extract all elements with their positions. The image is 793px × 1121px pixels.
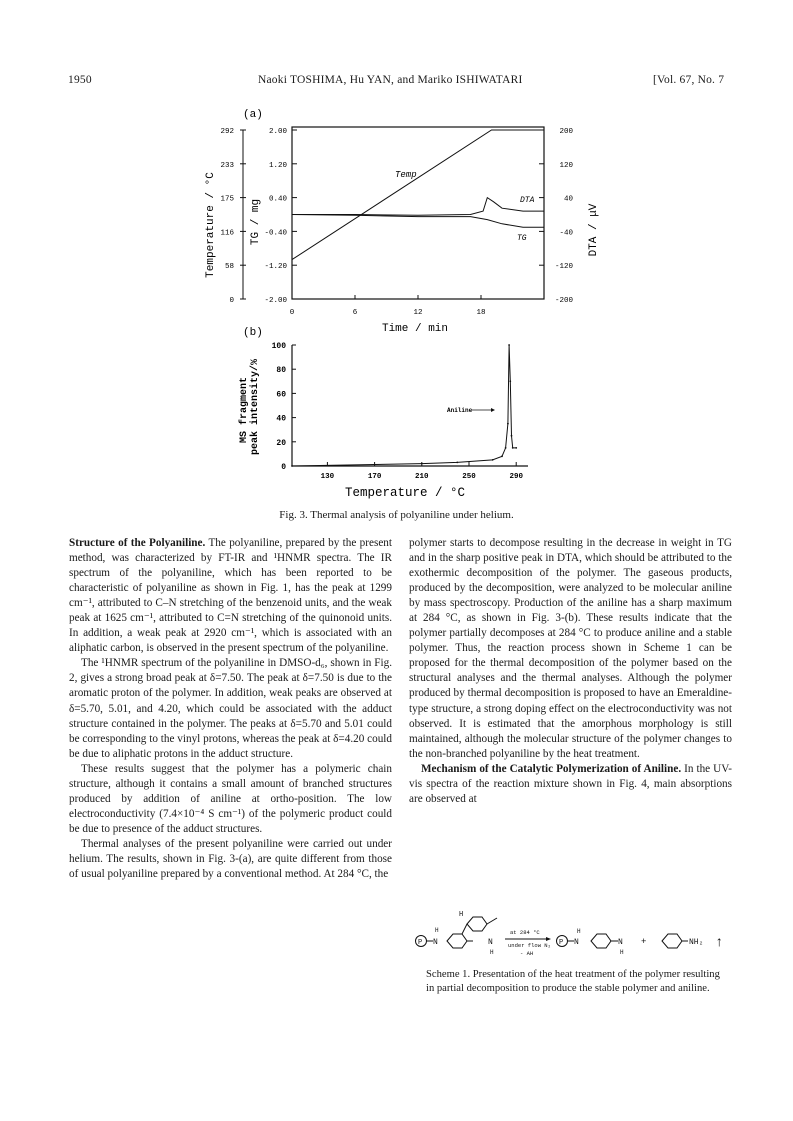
tg-tick-label: -1.20: [264, 263, 287, 272]
figure-3: [0, 0, 793, 505]
aniline-arrowhead: [491, 408, 495, 412]
aniline-point: [509, 380, 511, 382]
scheme-label: H: [620, 949, 624, 956]
dta-tick-label: 120: [559, 161, 573, 170]
tg-tick-label: -2.00: [264, 297, 287, 305]
dta-tick-label: -200: [554, 297, 573, 305]
scheme-label: ↑: [715, 935, 724, 951]
paragraph-text: In the UV-vis spectra of the reaction mixture shown in Fig. 4, main absorptions are observed at: [409, 762, 733, 805]
time-tick-label: 0: [289, 309, 295, 317]
benzene-ring-icon: [447, 934, 467, 948]
temperature-x-axis-label: Temperature / °C: [344, 486, 466, 500]
right-column: [409, 536, 732, 807]
aniline-annotation: Aniline: [447, 407, 473, 414]
temperature-tick-label: 290: [509, 473, 523, 481]
scheme-label: H: [435, 927, 439, 934]
temperature-tick-label: 170: [367, 473, 382, 481]
section-heading-mechanism: Mechanism of the Catalytic Polymerization of Aniline.: [421, 762, 682, 775]
time-tick-label: 12: [413, 309, 423, 317]
aniline-point: [456, 462, 458, 464]
scheme-label: NH₂: [689, 938, 704, 947]
scheme-label: H: [459, 911, 464, 919]
temperature-tick-label: 250: [462, 473, 476, 481]
scheme-label: P: [418, 939, 423, 947]
intensity-axis-label-line1: MS fragment: [239, 377, 250, 444]
temp-series-label: Temp: [395, 170, 417, 180]
temperature-tick-label: 130: [320, 473, 335, 481]
intensity-tick-label: 60: [276, 390, 286, 400]
dta-line: [292, 198, 544, 216]
panel-b-label: (b): [243, 327, 263, 339]
left-column: [69, 536, 392, 882]
scheme-label: H: [490, 949, 494, 956]
benzene-ring-icon: [591, 934, 611, 948]
tg-series-label: TG: [517, 234, 527, 243]
aniline-line: [292, 345, 516, 466]
aniline-point: [291, 465, 293, 467]
paragraph-decomposition: [409, 536, 732, 762]
temperature-tick-label: 58: [224, 263, 234, 272]
temperature-tick-label: 175: [220, 195, 234, 204]
intensity-tick-label: 20: [276, 438, 286, 448]
panel-b-series: [291, 344, 517, 467]
tg-tick-label: 2.00: [268, 128, 287, 136]
scheme-label: P: [559, 939, 564, 947]
intensity-axis-label: [238, 359, 261, 455]
aniline-point: [508, 344, 510, 346]
paragraph-text: These results suggest that the polymer has a polymeric chain structure, although it contains a small amount of branched structures produced by addition of aniline at ortho-position. The low electroconductivity (7.4×10⁻⁴ S cm⁻¹) of the polymeric product could be due to presence of the adduct structures.: [69, 762, 392, 835]
scheme-label: H: [577, 928, 581, 935]
bond-line: [462, 924, 467, 934]
paragraph-results: [69, 762, 392, 837]
time-tick-label: 18: [476, 309, 486, 317]
intensity-tick-label: 40: [276, 414, 286, 424]
paragraph-text: The ¹HNMR spectrum of the polyaniline in DMSO-d₆, shown in Fig. 2, gives a strong broad peak at δ=7.50. The peak at δ=7.50 is due to the aromatic proton of the polymer. In addition, weak peaks are observed at δ=5.70, 5.01, and 4.20, which could be associated with the adduct structure contained in the polymer. The peaks at δ=5.70 and 5.01 could be corresponding to the vinyl protons, whereas the peak at δ=4.20 could be due to aliphatic protons in the adduct structure.: [69, 657, 392, 760]
panel-a-label: (a): [243, 109, 263, 121]
panel-a-frame: [292, 127, 544, 299]
temperature-tick-label: 0: [229, 297, 234, 305]
aniline-point: [501, 455, 503, 457]
aniline-point: [511, 435, 513, 437]
scheme-label: under flow N₂: [508, 942, 551, 949]
branch-ring-icon: [467, 917, 487, 931]
aniline-ring-icon: [662, 934, 682, 948]
intensity-tick-label: 80: [276, 366, 286, 376]
scheme-label: - AH: [520, 950, 534, 957]
journal-volume: [Vol. 67, No. 7: [653, 74, 725, 86]
temperature-tick-label: 116: [220, 229, 234, 238]
panel-a-chart: [205, 127, 600, 335]
temperature-tick-label: 233: [220, 161, 234, 170]
intensity-tick-label: 0: [281, 463, 286, 472]
temperature-tick-label: 210: [415, 473, 429, 481]
reaction-arrowhead-icon: [546, 937, 551, 941]
intensity-tick-label: 100: [271, 342, 286, 351]
aniline-point: [512, 447, 514, 449]
scheme-1-structure: [410, 896, 740, 964]
tg-tick-label: 0.40: [268, 195, 287, 204]
temp-line: [292, 130, 544, 260]
tg-line: [292, 215, 544, 228]
bond-line: [487, 918, 497, 924]
figure-3-caption: Fig. 3. Thermal analysis of polyaniline under helium.: [279, 509, 514, 521]
dta-tick-label: -40: [559, 229, 573, 238]
scheme-label: at 284 °C: [510, 929, 540, 936]
temperature-tick-label: 292: [220, 128, 234, 136]
paragraph-text: Thermal analyses of the present polyaniline were carried out under helium. The results, shown in Fig. 3-(a), are quite different from those of usual polyaniline prepared by a conventional method. At 284 °C, the: [69, 837, 392, 881]
tg-tick-label: 1.20: [268, 161, 287, 170]
aniline-point: [505, 447, 507, 449]
dta-tick-label: -120: [554, 263, 573, 272]
paragraph-structure: [69, 536, 392, 656]
time-axis: [290, 295, 486, 317]
aniline-point: [421, 463, 423, 465]
paragraph-nmr: [69, 656, 392, 761]
time-axis-label: Time / min: [381, 323, 449, 335]
scheme-label: N: [488, 938, 493, 947]
dta-series-label: DTA: [520, 196, 535, 205]
running-authors: Naoki TOSHIMA, Hu YAN, and Mariko ISHIWATARI: [258, 74, 523, 86]
time-tick-label: 6: [352, 309, 358, 317]
scheme-label: N: [433, 938, 438, 947]
temperature-axis: [220, 128, 246, 305]
tg-axis-label: TG / mg: [250, 198, 262, 246]
dta-tick-label: 200: [559, 128, 573, 136]
intensity-axis-label-line2: peak intensity/%: [250, 358, 261, 456]
paragraph-thermal: [69, 837, 392, 882]
panel-a-series: [292, 130, 544, 260]
panel-b-chart: [238, 342, 528, 500]
aniline-point: [515, 447, 517, 449]
paragraph-mechanism: [409, 762, 732, 807]
scheme-label: N: [574, 938, 579, 947]
scheme-label: N: [618, 938, 623, 947]
page-number: 1950: [68, 74, 92, 86]
section-heading-structure: Structure of the Polyaniline.: [69, 537, 206, 549]
temperature-axis-label: Temperature / °C: [205, 172, 217, 278]
paragraph-text: The polyaniline, prepared by the present method, was characterized by FT-IR and ¹HNMR spectra. The IR spectrum of the polyaniline, which has been reported to be characteristic of polyaniline as shown in Fig. 1, has the peak at 1299 cm⁻¹, attributed to C–N stretching of the benzenoid units, and the weak peak at 1625 cm⁻¹, attributed to C=N stretching of the quinonoid units. In addition, a weak peak at 2920 cm⁻¹, which is associated with an aliphatic carbon, is observed in the present spectrum of the polyaniline.: [69, 537, 392, 655]
paragraph-text: polymer starts to decompose resulting in the decrease in weight in TG and in the sharp positive peak in DTA, which should be attributed to the exothermic decomposition of the polymer. The gaseous products, produced by the decomposition, were analyzed to be molecular aniline by mass spectroscopy. Production of the aniline has a sharp maximum at 284 °C, as shown in Fig. 3-(b). These results indicate that the polymer partially decomposes at 284 °C to produce aniline and a stable polymer. Thus, the reaction process shown in Scheme 1 can be proposed for the thermal decomposition of the polymer based on the structural analyses and the thermal analyses. Although the polymer produced by thermal decomposition is proposed to have an Emeraldine-type structure, a strong doping effect on the electroconductivity was not observed. It is estimated that the amorphous morphology is still maintained, although the molecular structure of the polymer changes to the non-branched polyaniline by the heat treatment.: [409, 537, 732, 760]
dta-axis-label: DTA / μV: [588, 203, 600, 257]
aniline-point: [492, 459, 494, 461]
scheme-1-caption: Scheme 1. Presentation of the heat treatment of the polymer resulting in partial decomposition to produce the stable polymer and aniline.: [426, 969, 720, 994]
aniline-point: [507, 423, 509, 425]
scheme-label: +: [641, 937, 647, 947]
tg-tick-label: -0.40: [264, 229, 287, 238]
dta-tick-label: 40: [563, 195, 573, 204]
